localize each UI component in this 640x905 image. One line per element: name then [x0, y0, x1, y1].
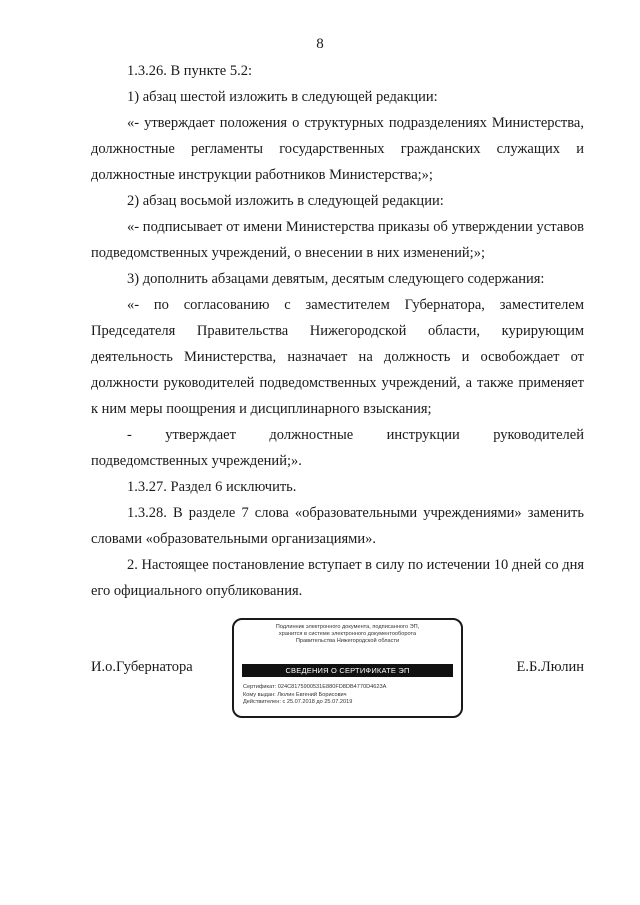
stamp-issued-value: Люлин Евгений Борисович	[277, 691, 347, 698]
stamp-details	[243, 684, 455, 707]
paragraph: 1.3.28. В разделе 7 слова «образовательными учреждениями» заменить словами «образовательными организациями».	[91, 505, 584, 547]
stamp-certificate-value: 024C8175900531E880FD8DB4770D4623A	[277, 684, 387, 690]
stamp-title: СВЕДЕНИЯ О СЕРТИФИКАТЕ ЭП	[242, 664, 453, 677]
stamp-certificate-row	[243, 684, 455, 692]
signatory-name: Е.Б.Люлин	[516, 659, 584, 675]
document-body	[91, 58, 584, 604]
paragraph: 1.3.27. Раздел 6 исключить.	[127, 479, 297, 495]
stamp-issued-label: Кому выдан:	[243, 691, 276, 698]
paragraph: «- подписывает от имени Министерства приказы об утверждении уставов подведомственных учреждений, о внесении в них изменений;»;	[91, 219, 584, 261]
signatory-position: И.о.Губернатора	[91, 659, 193, 675]
paragraph: «- по согласованию с заместителем Губернатора, заместителем Председателя Правительства Нижегородской области, курирующим деятельность Министерства, назначает на должность и освобождает от должности руководителей подведомственных учреждений, а также применяет к ним меры поощрения и дисциплинарного взыскания;	[91, 297, 584, 417]
stamp-valid-label: Действителен:	[243, 699, 281, 706]
page-number: 8	[316, 36, 324, 52]
paragraph: 1.3.26. В пункте 5.2:	[127, 63, 252, 79]
stamp-header-line: хранится в системе электронного документооборота	[278, 631, 417, 637]
stamp-header	[234, 624, 461, 645]
paragraph: - утверждает должностные инструкции руководителей подведомственных учреждений;».	[91, 427, 584, 469]
paragraph: 1) абзац шестой изложить в следующей редакции:	[127, 89, 438, 105]
paragraph: «- утверждает положения о структурных подразделениях Министерства, должностные регламенты государственных гражданских служащих и должностные инструкции работников Министерства;»;	[91, 115, 584, 183]
signature-block	[0, 617, 640, 727]
paragraph: 2) абзац восьмой изложить в следующей редакции:	[127, 193, 444, 209]
stamp-valid-row	[243, 699, 455, 707]
stamp-certificate-label: Сертификат:	[243, 684, 277, 690]
stamp-valid-value: с 25.07.2018 до 25.07.2019	[282, 699, 353, 706]
stamp-header-line: Подлинник электронного документа, подписанного ЭП,	[275, 624, 420, 630]
paragraph: 3) дополнить абзацами девятым, десятым следующего содержания:	[127, 271, 545, 287]
stamp-header-line: Правительства Нижегородской области	[295, 638, 400, 644]
digital-signature-stamp	[232, 618, 463, 718]
paragraph: 2. Настоящее постановление вступает в силу по истечении 10 дней со дня его официального опубликования.	[91, 557, 585, 599]
